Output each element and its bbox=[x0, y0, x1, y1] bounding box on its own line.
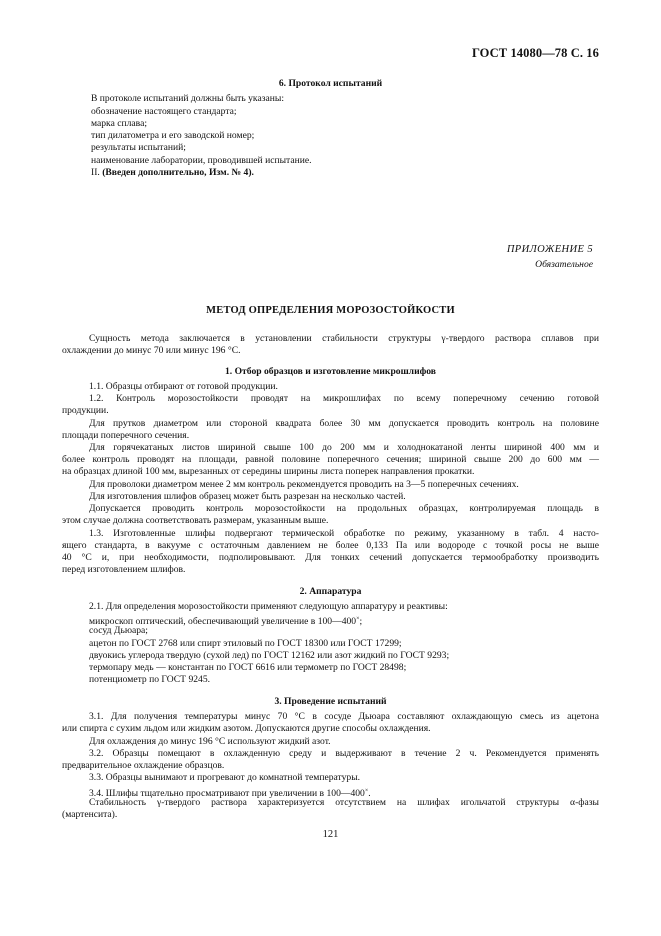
section-3-line: Для охлаждения до минус 196 °С используют жидкий азот. bbox=[89, 736, 331, 747]
section-1-line: Для прутков диаметром или стороной квадрата более 30 мм допускается проводить контроль на половине bbox=[89, 418, 599, 429]
amendment-text: (Введен дополнительно, Изм. № 4). bbox=[102, 167, 254, 178]
section-3-line: предварительное охлаждение образцов. bbox=[62, 760, 225, 771]
appendix-label: ПРИЛОЖЕНИЕ 5 bbox=[506, 244, 593, 255]
section-1-line: перед изготовлением шлифов. bbox=[62, 564, 186, 575]
section-1-line: 1.2. Контроль морозостойкости проводят на микрошлифах по всему поперечному сечению готовой bbox=[89, 393, 599, 404]
section-3-title: 3. Проведение испытаний bbox=[274, 696, 387, 707]
section-6-line: В протоколе испытаний должны быть указаны: bbox=[91, 93, 284, 104]
section-3-line: 3.4. Шлифы тщательно просматривают при увеличении в 100—400×. bbox=[89, 788, 371, 800]
section-3-line: или спирта с сухим льдом или жидким азотом. Допускаются другие способы охлаждения. bbox=[62, 723, 431, 734]
section-2-line: термопару медь — константан по ГОСТ 6616 или термометр по ГОСТ 28498; bbox=[89, 662, 407, 673]
section-1-line: Для изготовления шлифов образец может быть разрезан на несколько частей. bbox=[89, 491, 406, 502]
section-6-line: тип дилатометра и его заводской номер; bbox=[91, 130, 255, 141]
section-1-line: ящего стандарта, в вакууме с остаточным давлением не более 0,133 Па или водороде с точкой росы не выше bbox=[62, 540, 599, 551]
intro-line: Сущность метода заключается в установлении стабильности структуры γ-твердого раствора сплавов при bbox=[89, 333, 599, 344]
section-3-line: 3.3. Образцы вынимают и прогревают до комнатной температуры. bbox=[89, 772, 361, 783]
intro-line: охлаждении до минус 70 или минус 196 °С. bbox=[62, 345, 241, 356]
section-1-line: 1.3. Изготовленные шлифы подвергают термической обработке по режиму, указанному в табл. 4 насто- bbox=[89, 528, 599, 539]
multiplication-sign: × bbox=[364, 788, 369, 794]
section-2-line: сосуд Дьюара; bbox=[89, 625, 148, 636]
section-1-line: на образцах длиной 100 мм, вырезанных от середины ширины листа поперек направления прокатки. bbox=[62, 466, 475, 477]
section-1-line: Для горячекатаных листов шириной свыше 100 до 200 мм и холоднокатаной ленты шириной 400 мм и bbox=[89, 442, 599, 453]
section-1-line: более контроль проводят на площади, равной половине поперечного сечения; шириной свыше 200 до 600 мм — bbox=[62, 454, 599, 465]
section-1-line: Для проволоки диаметром менее 2 мм контроль рекомендуется проводить на 3—5 поперечных сечениях. bbox=[89, 479, 519, 490]
method-title: МЕТОД ОПРЕДЕЛЕНИЯ МОРОЗОСТОЙКОСТИ bbox=[206, 305, 455, 316]
section-1-line: этом случае должна соответствовать размерам, указанным выше. bbox=[62, 515, 329, 526]
section-1-line: Допускается проводить контроль морозостойкости на продольных образцах, контролируемая площадь в bbox=[89, 503, 599, 514]
section-2-line: двуокись углерода твердую (сухой лед) по ГОСТ 12162 или азот жидкий по ГОСТ 9293; bbox=[89, 650, 450, 661]
section-1-title: 1. Отбор образцов и изготовление микрошлифов bbox=[225, 366, 436, 377]
section-1-line: площади поперечного сечения. bbox=[62, 430, 190, 441]
section-2-line: микроскоп оптический, обеспечивающий увеличение в 100—400×; bbox=[89, 616, 363, 628]
section-2-line: 2.1. Для определения морозостойкости применяют следующую аппаратуру и реактивы: bbox=[89, 601, 448, 612]
section-3-line: 3.1. Для получения температуры минус 70 °С в сосуде Дьюара составляют охлаждающую смесь из ацетона bbox=[89, 711, 599, 722]
amendment-note bbox=[91, 167, 254, 179]
section-1-line: продукции. bbox=[62, 405, 109, 416]
page-number: 121 bbox=[322, 829, 339, 840]
section-6-line: марка сплава; bbox=[91, 118, 147, 129]
section-3-line: Стабильность γ-твердого раствора характеризуется отсутствием на шлифах игольчатой структуры α-фазы bbox=[89, 797, 599, 808]
section-6-line: обозначение настоящего стандарта; bbox=[91, 106, 237, 117]
section-3-line: (мартенсита). bbox=[62, 809, 118, 820]
section-2-title: 2. Аппаратура bbox=[299, 586, 362, 597]
section-6-title: 6. Протокол испытаний bbox=[278, 78, 383, 89]
appendix-status: Обязательное bbox=[535, 259, 593, 270]
page-header: ГОСТ 14080—78 С. 16 bbox=[471, 46, 599, 60]
section-2-line: ацетон по ГОСТ 2768 или спирт этиловый по ГОСТ 18300 или ГОСТ 17299; bbox=[89, 638, 402, 649]
section-6-line: результаты испытаний; bbox=[91, 142, 186, 153]
amendment-prefix: II. bbox=[91, 167, 100, 178]
multiplication-sign: × bbox=[356, 616, 360, 622]
section-1-line: 1.1. Образцы отбирают от готовой продукции. bbox=[89, 381, 278, 392]
section-6-line: наименование лаборатории, проводившей испытание. bbox=[91, 155, 312, 166]
section-2-line: потенциометр по ГОСТ 9245. bbox=[89, 674, 211, 685]
section-1-line: 40 °С и, при необходимости, подполировывают. Для тонких сечений допускается термообработку производить bbox=[62, 552, 599, 563]
section-3-line: 3.2. Образцы помещают в охлажденную среду и выдерживают в течение 2 ч. Рекомендуется применять bbox=[89, 748, 599, 759]
